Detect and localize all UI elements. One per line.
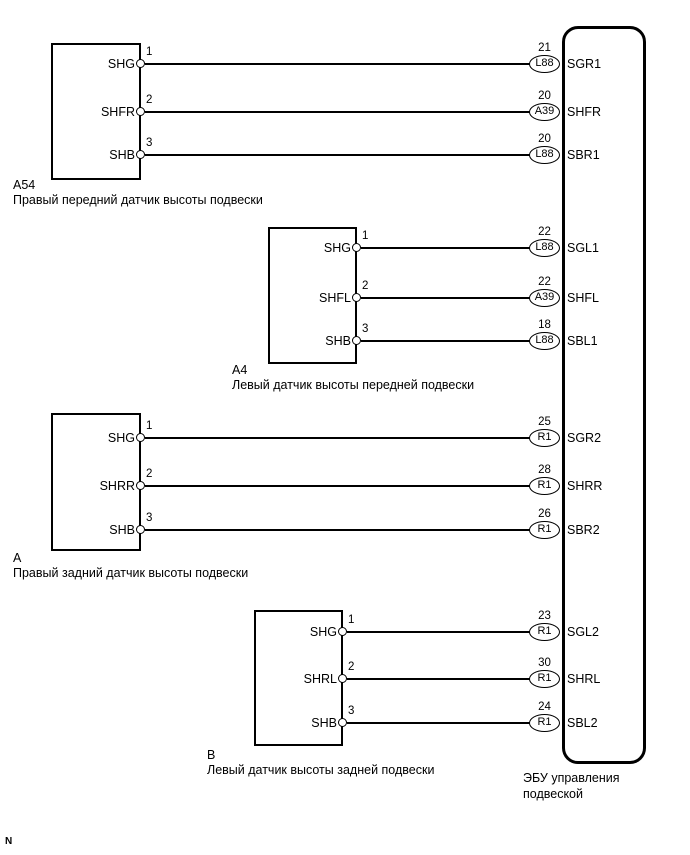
pin-circle [352, 336, 361, 345]
ecu-pin-number: 20 [538, 133, 551, 145]
sensor-pin-label: SHFL [319, 291, 351, 305]
sensor-id-label: A4 [232, 363, 248, 377]
pin-circle [136, 481, 145, 490]
sensor-pin-label: SHB [325, 334, 351, 348]
ecu-pin-number: 18 [538, 319, 551, 331]
ecu-pin-number: 22 [538, 226, 551, 238]
wire [145, 111, 530, 113]
connector-oval: R1 [529, 670, 560, 688]
sensor-pin-number: 3 [348, 705, 355, 717]
ecu-pin-name: SBR1 [567, 148, 600, 162]
ecu-pin-number: 30 [538, 657, 551, 669]
sensor-pin-label: SHG [107, 57, 135, 71]
ecu-pin-name: SBR2 [567, 523, 600, 537]
wire [145, 63, 530, 65]
connector-oval: L88 [529, 146, 560, 164]
sensor-pin-number: 1 [146, 420, 153, 432]
ecu-pin-number: 24 [538, 701, 551, 713]
ecu-pin-name: SGR2 [567, 431, 602, 445]
sensor-pin-number: 1 [146, 46, 153, 58]
sensor-pin-label: SHRR [99, 479, 135, 493]
ecu-pin-number: 21 [538, 42, 551, 54]
sensor-pin-number: 1 [348, 614, 355, 626]
sensor-pin-number: 3 [362, 323, 369, 335]
pin-circle [136, 525, 145, 534]
pin-circle [352, 243, 361, 252]
sensor-caption: Правый задний датчик высоты подвески [13, 566, 249, 580]
sensor-caption: Правый передний датчик высоты подвески [13, 193, 263, 207]
ecu-pin-name: SHFR [567, 105, 602, 119]
ecu-pin-name: SHRL [567, 672, 601, 686]
sensor-pin-number: 3 [146, 512, 153, 524]
ecu-pin-number: 25 [538, 416, 551, 428]
sensor-pin-label: SHRL [303, 672, 337, 686]
sensor-id-label: A [13, 551, 22, 565]
ecu-pin-number: 26 [538, 508, 551, 520]
connector-oval: R1 [529, 477, 560, 495]
connector-oval: R1 [529, 714, 560, 732]
connector-oval: L88 [529, 239, 560, 257]
wire [145, 485, 530, 487]
ecu-pin-name: SHRR [567, 479, 603, 493]
ecu-box [562, 26, 646, 764]
ecu-caption [523, 770, 620, 802]
sensor-pin-number: 3 [146, 137, 153, 149]
pin-circle [352, 293, 361, 302]
connector-oval: A39 [529, 103, 560, 121]
ecu-pin-name: SBL1 [567, 334, 598, 348]
sensor-id-label: B [207, 748, 216, 762]
sensor-pin-number: 2 [362, 280, 369, 292]
ecu-pin-name: SHFL [567, 291, 599, 305]
wire [361, 340, 530, 342]
sensor-pin-label: SHG [309, 625, 337, 639]
sensor-pin-label: SHB [109, 148, 135, 162]
connector-oval: L88 [529, 55, 560, 73]
connector-oval: A39 [529, 289, 560, 307]
ecu-pin-name: SBL2 [567, 716, 598, 730]
ecu-pin-number: 28 [538, 464, 551, 476]
sensor-pin-number: 2 [146, 94, 153, 106]
sensor-pin-number: 2 [348, 661, 355, 673]
ecu-caption-line2: подвеской [523, 787, 583, 801]
sensor-pin-label: SHFR [100, 105, 135, 119]
pin-circle [136, 433, 145, 442]
sensor-id-label: A54 [13, 178, 36, 192]
sensor-pin-label: SHB [311, 716, 337, 730]
wire [361, 247, 530, 249]
sensor-pin-label: SHB [109, 523, 135, 537]
pin-circle [136, 150, 145, 159]
connector-oval: R1 [529, 521, 560, 539]
pin-circle [136, 59, 145, 68]
sensor-caption: Левый датчик высоты передней подвески [232, 378, 475, 392]
sensor-pin-number: 2 [146, 468, 153, 480]
sensor-pin-label: SHG [107, 431, 135, 445]
wire [347, 678, 530, 680]
sensor-pin-number: 1 [362, 230, 369, 242]
connector-oval: R1 [529, 623, 560, 641]
ecu-pin-number: 23 [538, 610, 551, 622]
ecu-pin-name: SGL1 [567, 241, 599, 255]
ecu-pin-number: 20 [538, 90, 551, 102]
pin-circle [136, 107, 145, 116]
ecu-pin-name: SGL2 [567, 625, 599, 639]
sensor-caption: Левый датчик высоты задней подвески [207, 763, 435, 777]
footnote-letter: N [5, 836, 13, 847]
wire [347, 631, 530, 633]
ecu-pin-name: SGR1 [567, 57, 602, 71]
sensor-pin-label: SHG [323, 241, 351, 255]
wire [347, 722, 530, 724]
pin-circle [338, 627, 347, 636]
wire [145, 154, 530, 156]
pin-circle [338, 674, 347, 683]
connector-oval: R1 [529, 429, 560, 447]
connector-oval: L88 [529, 332, 560, 350]
wire [145, 437, 530, 439]
wire [145, 529, 530, 531]
pin-circle [338, 718, 347, 727]
wire [361, 297, 530, 299]
ecu-pin-number: 22 [538, 276, 551, 288]
ecu-caption-line1: ЭБУ управления [523, 771, 620, 785]
